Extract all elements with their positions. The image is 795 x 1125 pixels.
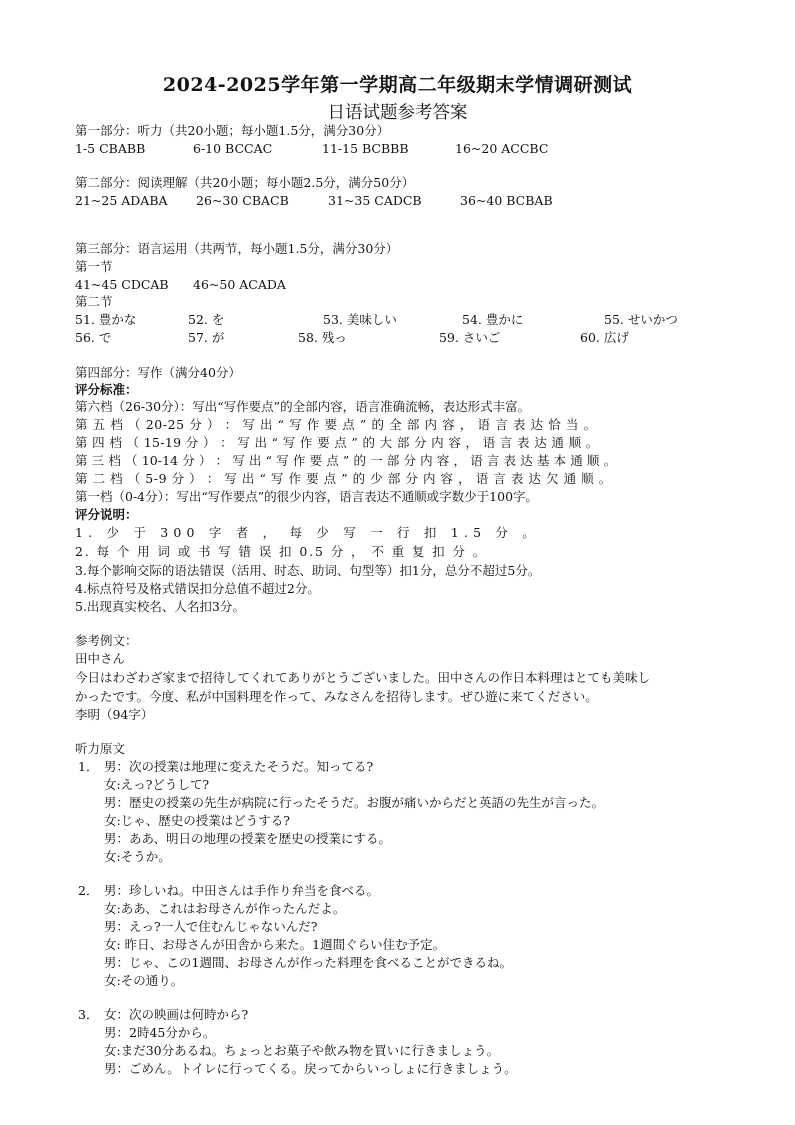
dialogue-line: 男：じゃ、この1週間、お母さんが作った料理を食べることができるね。 xyxy=(104,955,512,970)
section2-answer: 60. 広げ xyxy=(580,330,629,345)
section1-answer-group: 46~50 ACADA xyxy=(193,277,286,292)
part2-answer-group: 26~30 CBACB xyxy=(196,193,289,208)
part1-heading: 第一部分：听力（共20小题；每小题1.5分，满分30分） xyxy=(75,123,390,138)
criteria-level: 第 二 档 （ 5-9 分 ） ： 写 出 “ 写 作 要 点 ” 的 少 部 分 内 容 ， 语 言 表 达 欠 通 顺 。 xyxy=(75,471,612,486)
dialogue-line: 女：次の映画は何時から? xyxy=(104,1007,249,1022)
dialogue-line: 女:ああ、これはお母さんが作ったんだよ。 xyxy=(104,901,346,916)
dialogue-line: 男：2時45分から。 xyxy=(104,1025,216,1040)
criteria-level: 第一档（0-4分）：写出“写作要点”的很少内容，语言表达不通顺或字数少于100字。 xyxy=(75,489,539,504)
dialogue-line: 男：珍しいね。中田さんは手作り弁当を食べる。 xyxy=(104,883,380,898)
section2-answer: 54. 豊かに xyxy=(462,312,524,327)
dialogue-line: 男：歴史の授業の先生が病院に行ったそうだ。お腹が痛いからだと英語の先生が言った。 xyxy=(104,795,605,810)
dialogue-line: 女:まだ30分あるね。ちょっとお菓子や飲み物を買いに行きましょう。 xyxy=(104,1043,500,1058)
part2-answer-group: 21~25 ADABA xyxy=(75,193,168,208)
sample-body-line: 今日はわざわざ家まで招待してくれてありがとうございました。田中さんの作日本料理はとても美味し xyxy=(75,670,651,685)
sample-label: 参考例文： xyxy=(75,633,138,648)
dialogue-line: 男：ああ、明日の地理の授業を歴史の授業にする。 xyxy=(104,831,392,846)
dialogue-line: 男：次の授業は地理に変えたそうだ。知ってる? xyxy=(104,759,374,774)
section2-answer: 52. を xyxy=(188,312,225,327)
scoring-note: 4.标点符号及格式错误扣分总值不超过2分。 xyxy=(75,581,320,596)
dialogue-line: 男：ごめん。トイレに行ってくる。戻ってからいっしょに行きましょう。 xyxy=(104,1061,517,1076)
dialogue-line: 女:その通り。 xyxy=(104,973,184,988)
part1-answer-group: 1-5 CBABB xyxy=(75,141,146,156)
section2-answer: 59. さいご xyxy=(439,330,501,345)
dialogue-number: 3． xyxy=(78,1007,99,1022)
part1-answer-group: 16~20 ACCBC xyxy=(455,141,549,156)
scoring-note: 5.出现真实校名、人名扣3分。 xyxy=(75,599,245,614)
section2-answer: 51. 豊かな xyxy=(75,312,137,327)
part2-answer-group: 31~35 CADCB xyxy=(328,193,422,208)
section2-answer: 58. 残っ xyxy=(298,330,347,345)
dialogue-line: 男：えっ?一人で住むんじゃないんだ? xyxy=(104,919,318,934)
scoring-note: 3.每个影响交际的语法错误（活用、时态、助词、句型等）扣1分，总分不超过5分。 xyxy=(75,563,541,578)
criteria-level: 第 四 档 （ 15-19 分 ） ： 写 出 “ 写 作 要 点 ” 的 大 部 分 内 容 ， 语 言 表 达 通 顺 。 xyxy=(75,435,599,450)
criteria-label: 评分标准： xyxy=(75,382,138,397)
part3-heading: 第三部分：语言运用（共两节，每小题1.5分，满分30分） xyxy=(75,241,399,256)
section2-answer: 55. せいかつ xyxy=(604,312,678,327)
criteria-level: 第 三 档 （ 10-14 分 ） ： 写 出 “ 写 作 要 点 ” 的 一 部 分 内 容 ， 语 言 表 达 基 本 通 顺 。 xyxy=(75,453,617,468)
sample-greeting: 田中さん xyxy=(75,651,126,666)
page-title: 2024-2025学年第一学期高二年级期末学情调研测试 xyxy=(162,74,633,96)
dialogue-number: 1． xyxy=(78,759,99,774)
sample-body-line: かったです。今度、私が中国料理を作って、みなさんを招待します。ぜひ遊に来てください。 xyxy=(75,689,598,704)
page-subtitle: 日语试题参考答案 xyxy=(327,103,468,123)
section2-answer: 53. 美味しい xyxy=(323,312,397,327)
dialogue-line: 女:えっ?どうして? xyxy=(104,777,210,792)
section2-label: 第二节 xyxy=(75,294,113,309)
section1-label: 第一节 xyxy=(75,259,113,274)
part4-heading: 第四部分：写作（满分40分） xyxy=(75,365,241,380)
notes-label: 评分说明： xyxy=(75,507,138,522)
part1-answer-group: 6-10 BCCAC xyxy=(193,141,273,156)
listening-label: 听力原文 xyxy=(75,741,126,756)
part2-answer-group: 36~40 BCBAB xyxy=(460,193,553,208)
sample-signature: 李明（94字） xyxy=(75,707,154,722)
dialogue-line: 女:じゃ、歴史の授業はどうする? xyxy=(104,813,290,828)
section2-answer: 57. が xyxy=(188,330,225,345)
part2-heading: 第二部分：阅读理解（共20小题；每小题2.5分，满分50分） xyxy=(75,175,415,190)
section2-answer: 56. で xyxy=(75,330,112,345)
section1-answer-group: 41~45 CDCAB xyxy=(75,277,169,292)
criteria-level: 第 五 档 （ 20-25 分 ） ： 写 出 “ 写 作 要 点 ” 的 全 部 内 容 ， 语 言 表 达 恰 当 。 xyxy=(75,417,597,432)
scoring-note: 2. 每 个 用 词 或 书 写 错 误 扣 0.5 分 ， 不 重 复 扣 分 。 xyxy=(75,544,488,559)
dialogue-line: 女: 昨日、お母さんが田舎から来た。1週間ぐらい住む予定。 xyxy=(104,937,446,952)
part1-answer-group: 11-15 BCBBB xyxy=(322,141,409,156)
scoring-note: 1. 少 于 300 字 者 ， 每 少 写 一 行 扣 1.5 分 。 xyxy=(75,525,540,540)
criteria-level: 第六档（26-30分）：写出“写作要点”的全部内容，语言准确流畅，表达形式丰富。 xyxy=(75,399,531,414)
dialogue-number: 2． xyxy=(78,883,99,898)
dialogue-line: 女:そうか。 xyxy=(104,849,171,864)
